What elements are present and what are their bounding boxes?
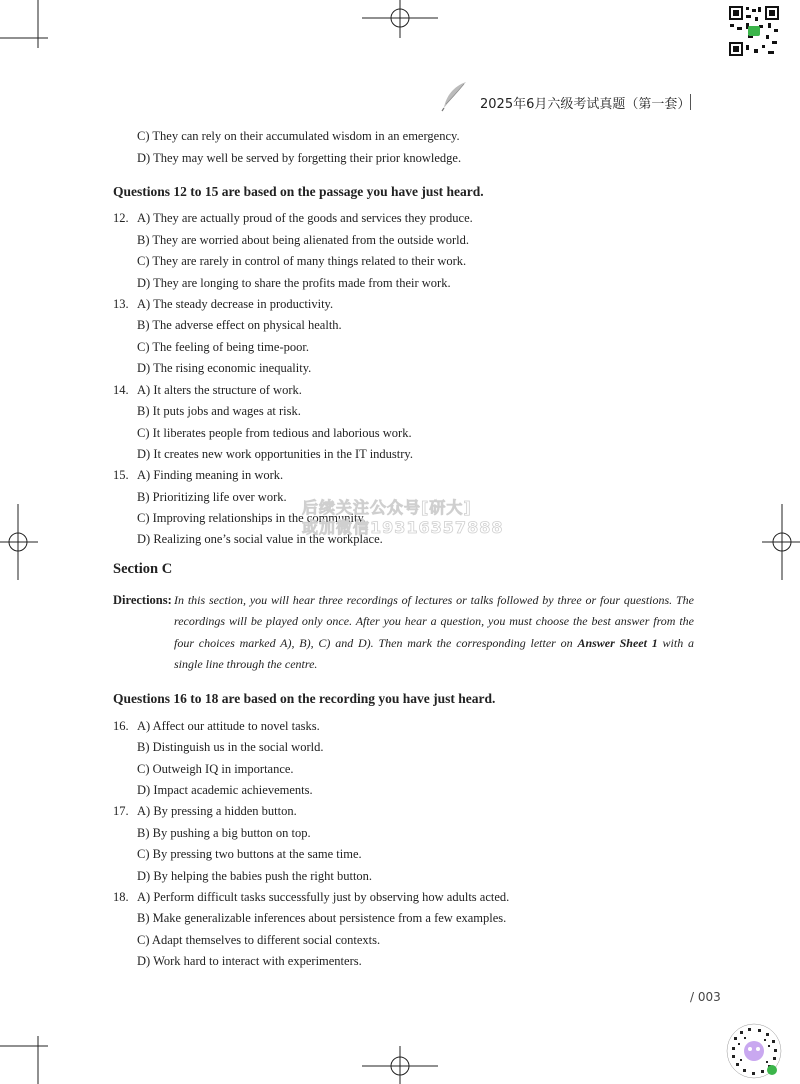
option-16-b: B) Distinguish us in the social world. (137, 740, 324, 754)
watermark-line-2: 或加微信19316357888 (302, 518, 504, 537)
option-15-b: B) Prioritizing life over work. (137, 490, 287, 504)
question-number-15: 15. (113, 468, 129, 482)
page-number: / 003 (690, 990, 721, 1004)
section-c-title: Section C (113, 561, 173, 577)
option-16-c: C) Outweigh IQ in importance. (137, 762, 294, 776)
quill-icon (440, 80, 468, 112)
option-18-b: B) Make generalizable inferences about persistence from a few examples. (137, 911, 507, 925)
directions-line-3 (174, 633, 694, 654)
directions-line-2: recordings will be played only once. After you hear a question, you must choose the best answer from the (174, 614, 694, 629)
option-14-c: C) It liberates people from tedious and laborious work. (137, 426, 412, 440)
option-13-b: B) The adverse effect on physical health. (137, 318, 342, 332)
option-15-d: D) Realizing one’s social value in the workplace. (137, 532, 383, 546)
answer-sheet-label: Answer Sheet 1 (577, 635, 658, 650)
option-14-d: D) It creates new work opportunities in the IT industry. (137, 447, 413, 461)
option-17-c: C) By pressing two buttons at the same time. (137, 847, 362, 861)
option-17-b: B) By pushing a big button on top. (137, 826, 311, 840)
page-header-title: 2025年6月六级考试真题（第一套） (480, 97, 691, 112)
question-number-17: 17. (113, 804, 129, 818)
directions-text (174, 590, 694, 675)
option-16-d: D) Impact academic achievements. (137, 783, 313, 797)
option-17-d: D) By helping the babies push the right button. (137, 869, 373, 883)
option-15-c: C) Improving relationships in the community. (137, 511, 367, 525)
option-14-b: B) It puts jobs and wages at risk. (137, 404, 301, 418)
option-16-a: A) Affect our attitude to novel tasks. (137, 719, 320, 733)
questions-16-18-heading: Questions 16 to 18 are based on the recording you have just heard. (113, 691, 496, 706)
directions-line-3-tail: with a (657, 635, 695, 650)
option-18-d: D) Work hard to interact with experimenters. (137, 954, 362, 968)
option-12-c: C) They are rarely in control of many things related to their work. (137, 254, 467, 268)
option-15-a: A) Finding meaning in work. (137, 468, 284, 482)
option-17-a: A) By pressing a hidden button. (137, 804, 297, 818)
option-11-c: C) They can rely on their accumulated wisdom in an emergency. (137, 129, 460, 143)
directions-line-1: In this section, you will hear three recordings of lectures or talks followed by three or four questions. The (174, 593, 694, 607)
option-11-d: D) They may well be served by forgetting their prior knowledge. (137, 151, 462, 165)
directions-line-3-text: four choices marked A), B), C) and D). Then mark the corresponding letter on (174, 635, 578, 650)
qr-code-icon (728, 5, 780, 57)
option-13-d: D) The rising economic inequality. (137, 361, 312, 375)
option-14-a: A) It alters the structure of work. (137, 383, 302, 397)
option-12-a: A) They are actually proud of the goods and services they produce. (137, 211, 473, 225)
watermark (302, 498, 503, 538)
question-number-14: 14. (113, 383, 129, 397)
option-12-b: B) They are worried about being alienated from the outside world. (137, 233, 469, 247)
question-number-16: 16. (113, 719, 129, 733)
question-number-12: 12. (113, 211, 129, 225)
option-13-a: A) The steady decrease in productivity. (137, 297, 334, 311)
option-18-c: C) Adapt themselves to different social contexts. (137, 933, 381, 947)
qr-code-round-icon (726, 1023, 782, 1079)
option-13-c: C) The feeling of being time-poor. (137, 340, 309, 354)
question-number-18: 18. (113, 890, 129, 904)
watermark-line-1: 后续关注公众号[研大] (302, 498, 472, 517)
questions-12-15-heading: Questions 12 to 15 are based on the passage you have just heard. (113, 184, 484, 199)
option-18-a: A) Perform difficult tasks successfully just by observing how adults acted. (137, 890, 510, 904)
question-number-13: 13. (113, 297, 129, 311)
header-divider (690, 94, 691, 110)
directions-label: Directions: (113, 593, 172, 607)
directions-line-4: single line through the centre. (174, 656, 318, 671)
option-12-d: D) They are longing to share the profits made from their work. (137, 276, 451, 290)
